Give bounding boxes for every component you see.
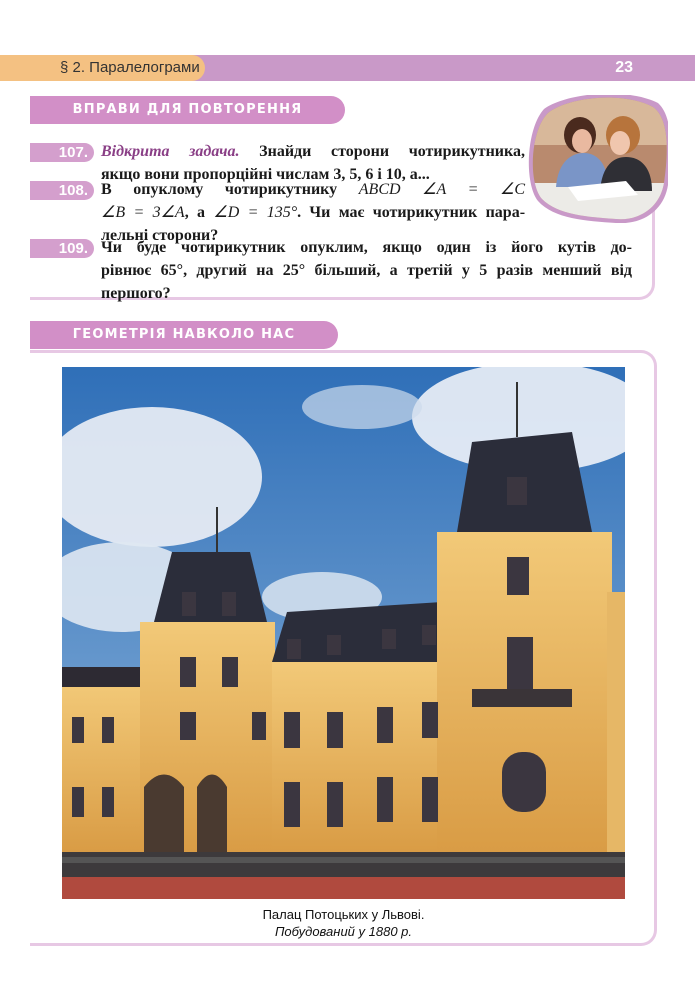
geometry-section-title: ГЕОМЕТРІЯ НАВКОЛО НАС <box>30 321 338 349</box>
exercise-number-107: 107. <box>30 143 94 162</box>
page-number: 23 <box>615 59 633 76</box>
figure-caption-title: Палац Потоцьких у Львові. <box>262 907 425 922</box>
exercise-108-line2: ∠B = 3∠A, а ∠D = 135°. Чи має чотирикутник пара- <box>101 204 526 221</box>
section-tab <box>0 55 205 81</box>
exercise-number-109: 109. <box>30 239 94 258</box>
exercise-108-line1: В опуклому чотирикутнику ABCD ∠A = ∠C <box>101 181 525 198</box>
open-task-label: Відкрита задача. <box>101 143 240 160</box>
exercise-number-108: 108. <box>30 181 94 200</box>
exercise-107-line1: Відкрита задача. Знайди сторони чотирикутника, <box>101 143 525 160</box>
exercise-109-line1: Чи буде чотирикутник опуклим, якщо один із його кутів до- <box>101 239 632 256</box>
review-section-title: ВПРАВИ ДЛЯ ПОВТОРЕННЯ <box>30 96 345 124</box>
exercise-109-line2: рівнює 65°, другий на 25° більший, а третій у 5 разів менший від <box>101 262 632 279</box>
section-label: § 2. Паралелограми <box>60 59 200 76</box>
potocki-palace-photo <box>62 367 625 899</box>
exercise-109-line3: першого? <box>101 285 171 302</box>
exercise-107-line2: якщо вони пропорційні числам 3, 5, 6 і 10, а... <box>101 166 430 183</box>
exercise-108-line3: лельні сторони? <box>101 227 219 244</box>
figure-caption-year: Побудований у 1880 р. <box>274 924 413 939</box>
students-photo <box>528 95 668 223</box>
